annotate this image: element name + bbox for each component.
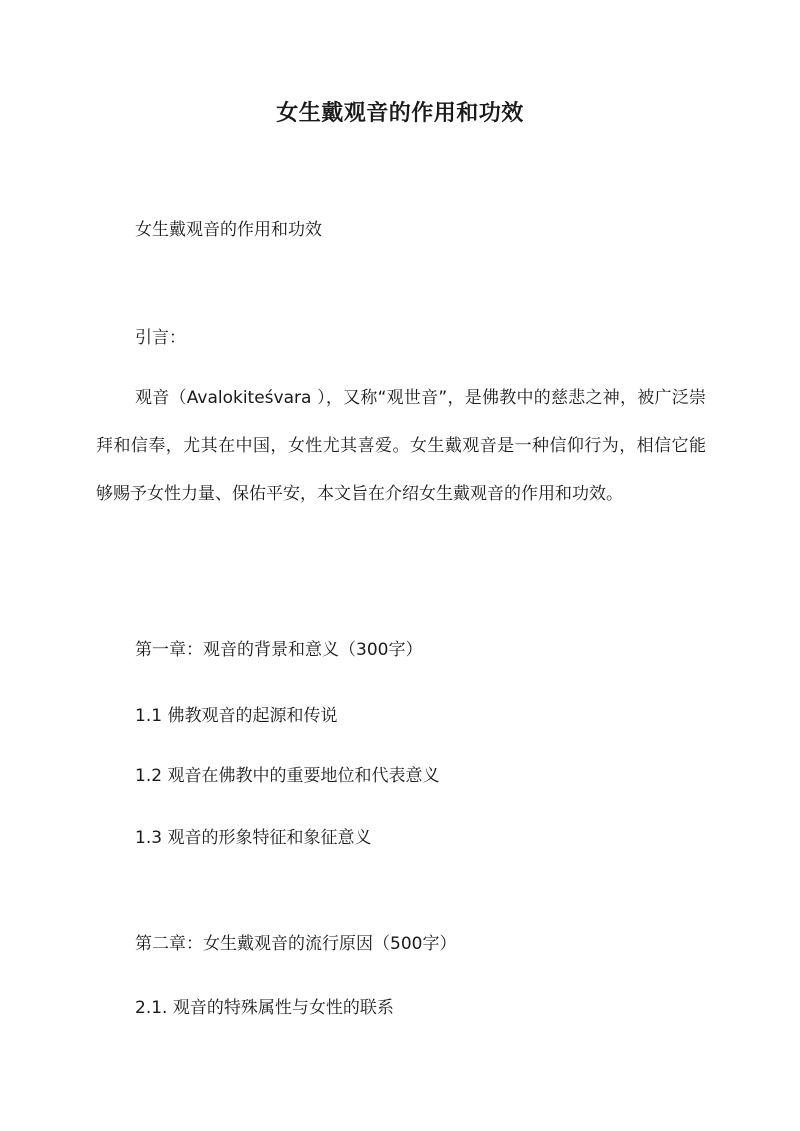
intro-heading: 引言：	[135, 328, 186, 348]
chapter1-item-1: 1.1 佛教观音的起源和传说	[135, 706, 338, 726]
document-subtitle: 女生戴观音的作用和功效	[135, 220, 322, 240]
page-title: 女生戴观音的作用和功效	[276, 100, 524, 126]
chapter2-item-1: 2.1. 观音的特殊属性与女性的联系	[135, 998, 394, 1018]
chapter1-item-3: 1.3 观音的形象特征和象征意义	[135, 828, 372, 848]
intro-paragraph: 观音（Avalokiteśvara ），又称“观世音”，是佛教中的慈悲之神，被广泛崇拜和信奉，尤其在中国，女性尤其喜爱。女生戴观音是一种信仰行为，相信它能够赐予女性力量、保佑平安，本文旨在介绍女生戴观音的作用和功效。	[96, 388, 706, 504]
chapter1-item-2: 1.2 观音在佛教中的重要地位和代表意义	[135, 766, 440, 786]
chapter2-heading: 第二章：女生戴观音的流行原因（500字）	[135, 934, 457, 954]
chapter1-heading: 第一章：观音的背景和意义（300字）	[135, 640, 423, 660]
